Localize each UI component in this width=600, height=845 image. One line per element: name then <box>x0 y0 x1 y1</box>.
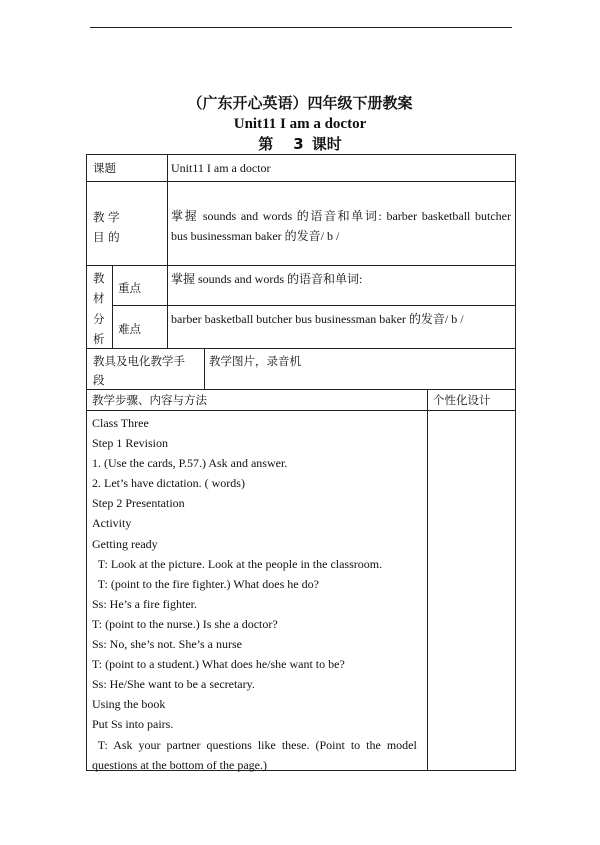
lesson-line: T: (point to a student.) What does he/she want to be? <box>92 657 345 672</box>
column-divider <box>427 389 428 770</box>
lesson-number <box>0 134 600 154</box>
lesson-plan-table <box>86 154 516 771</box>
difficulty-label: 难点 <box>118 322 141 336</box>
row-divider <box>87 410 515 411</box>
column-divider <box>112 265 113 348</box>
lesson-suffix: 课时 <box>311 135 342 153</box>
goal-value-line2: bus businessman baker 的发音/ b / <box>171 229 340 243</box>
key-point-label: 重点 <box>118 281 141 295</box>
row-divider <box>87 348 515 349</box>
steps-header: 教学步骤、内容与方法 <box>92 393 207 407</box>
row-divider <box>87 389 515 390</box>
analysis-label-char3: 分 <box>93 312 105 326</box>
lesson-line: questions at the bottom of the page.) <box>92 757 267 772</box>
lesson-line: 1. (Use the cards, P.57.) Ask and answer. <box>92 456 288 471</box>
tools-value: 教学图片，录音机 <box>209 354 301 368</box>
lesson-line: T: Ask your partner questions like these. (Point to the model <box>92 737 417 752</box>
goal-value-line1: 掌握 sounds and words 的语音和单词: barber basketball butcher <box>171 209 511 223</box>
goal-label-line2: 目 的 <box>93 230 120 244</box>
row-divider <box>112 305 515 306</box>
lesson-line: Ss: He’s a fire fighter. <box>92 596 197 611</box>
topic-value: Unit11 I am a doctor <box>171 161 271 175</box>
tools-label-line2: 段 <box>93 373 105 387</box>
lesson-line: Step 2 Presentation <box>92 496 185 511</box>
column-divider <box>204 348 205 389</box>
lesson-steps-content <box>92 413 427 775</box>
title-block <box>0 92 600 154</box>
lesson-line: Step 1 Revision <box>92 436 169 451</box>
tools-label-line1: 教具及电化教学手 <box>93 354 185 368</box>
analysis-label-char2: 材 <box>93 291 105 305</box>
lesson-line: Activity <box>92 516 132 531</box>
lesson-line: Class Three <box>92 416 149 430</box>
document-title: （广东开心英语）四年级下册教案 <box>187 94 413 112</box>
analysis-label-char1: 教 <box>93 271 105 285</box>
goal-label-line1: 教 学 <box>93 210 120 224</box>
topic-label: 课题 <box>93 161 116 175</box>
lesson-line: Using the book <box>92 697 166 712</box>
column-divider <box>167 155 168 348</box>
lesson-line: Getting ready <box>92 536 158 551</box>
row-divider <box>87 265 515 266</box>
personal-design-header: 个性化设计 <box>433 393 491 407</box>
lesson-line: Ss: No, she’s not. She’s a nurse <box>92 637 242 652</box>
unit-title: Unit11 I am a doctor <box>233 116 367 132</box>
lesson-prefix: 第 <box>258 135 274 153</box>
lesson-line: T: Look at the picture. Look at the people in the classroom. <box>92 556 383 571</box>
analysis-label-char4: 析 <box>93 332 105 346</box>
lesson-index: 3 <box>293 135 304 153</box>
key-point-value: 掌握 sounds and words 的语音和单词: <box>171 272 363 286</box>
lesson-line: T: (point to the nurse.) Is she a doctor? <box>92 616 278 631</box>
lesson-line: Ss: He/She want to be a secretary. <box>92 677 255 692</box>
lesson-line: T: (point to the fire fighter.) What does he do? <box>92 576 319 591</box>
lesson-line: 2. Let’s have dictation. ( words) <box>92 476 245 491</box>
difficulty-value: barber basketball butcher bus businessman baker 的发音/ b / <box>171 312 464 326</box>
lesson-line: Put Ss into pairs. <box>92 717 174 732</box>
header-rule <box>90 27 512 28</box>
row-divider <box>87 181 515 182</box>
